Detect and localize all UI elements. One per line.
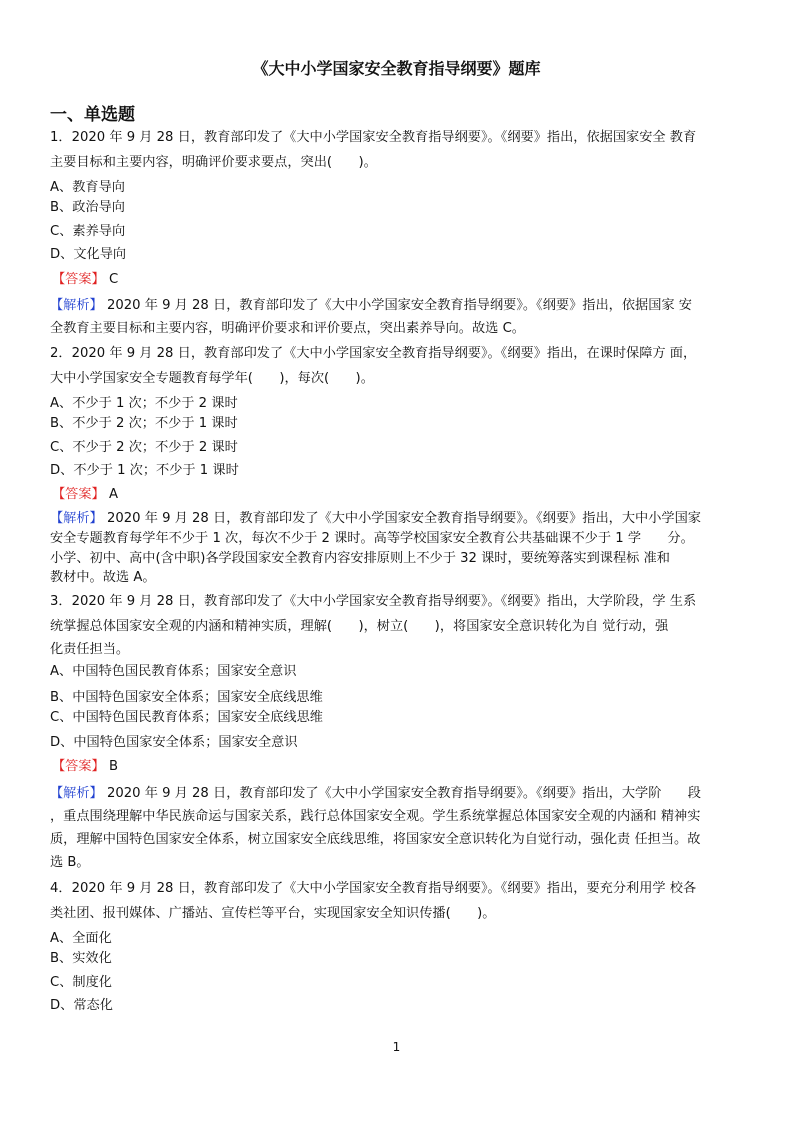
question-1-option-d: D、文化导向 — [50, 247, 127, 262]
question-2-explanation-line-1 — [50, 511, 750, 527]
question-2-explanation-line-2: 安全专题教育每学年不少于 1 次，每次不少于 2 课时。高等学校国家安全教育公共基础课不少于 1 学 分。 — [50, 531, 694, 546]
question-2-stem-line-1: 2．2020 年 9 月 28 日，教育部印发了《大中小学国家安全教育指导纲要》。《纲要》指出，在课时保障方 面， — [50, 346, 697, 361]
section-heading: 一、单选题 — [50, 105, 135, 125]
question-1-answer — [52, 272, 752, 288]
question-2-option-b: B、不少于 2 次；不少于 1 课时 — [50, 416, 238, 431]
question-3-option-b: B、中国特色国家安全体系；国家安全底线思维 — [50, 690, 323, 705]
question-3-explanation-line-4: 选 B。 — [50, 855, 90, 870]
question-3-option-a: A、中国特色国民教育体系；国家安全意识 — [50, 664, 297, 679]
question-4-option-c: C、制度化 — [50, 975, 112, 990]
question-1-option-c: C、素养导向 — [50, 224, 126, 239]
question-4-option-d: D、常态化 — [50, 998, 113, 1013]
question-2-explanation-line-4: 教材中。故选 A。 — [50, 570, 156, 585]
question-2-stem-line-2: 大中小学国家安全专题教育每学年( )，每次( )。 — [50, 371, 374, 386]
question-2-explanation-line-3: 小学、初中、高中(含中职)各学段国家安全教育内容安排原则上不少于 32 课时，要统筹落实到课程标 准和 — [50, 551, 670, 566]
explanation-tag: 【解析】 — [50, 786, 103, 801]
question-1-explanation-line-2: 全教育主要目标和主要内容，明确评价要求和评价要点，突出素养导向。故选 C。 — [50, 321, 525, 336]
question-4-stem-line-2: 类社团、报刊媒体、广播站、宣传栏等平台，实现国家安全知识传播( )。 — [50, 906, 496, 921]
question-4-option-b: B、实效化 — [50, 951, 112, 966]
explanation-text: 2020 年 9 月 28 日，教育部印发了《大中小学国家安全教育指导纲要》。《纲要》指出，依据国家 安 — [106, 298, 692, 313]
explanation-text: 2020 年 9 月 28 日，教育部印发了《大中小学国家安全教育指导纲要》。《纲要》指出，大学阶 段 — [106, 786, 701, 801]
question-3-answer — [52, 759, 752, 775]
question-3-stem-line-3: 化责任担当。 — [50, 642, 130, 657]
page-number: 1 — [392, 1040, 401, 1054]
question-1-option-b: B、政治导向 — [50, 200, 125, 215]
question-4-stem-line-1: 4．2020 年 9 月 28 日，教育部印发了《大中小学国家安全教育指导纲要》。《纲要》指出，要充分利用学 校各 — [50, 881, 697, 896]
question-3-explanation-line-3: 质，理解中国特色国家安全体系，树立国家安全底线思维，将国家安全意识转化为自觉行动，强化责 任担当。故 — [50, 832, 701, 847]
question-3-option-c: C、中国特色国民教育体系；国家安全底线思维 — [50, 710, 323, 725]
question-4-option-a: A、全面化 — [50, 931, 112, 946]
document-title: 《大中小学国家安全教育指导纲要》题库 — [252, 59, 541, 78]
explanation-tag: 【解析】 — [50, 298, 103, 313]
question-3-explanation-line-2: ，重点围绕理解中华民族命运与国家关系，践行总体国家安全观。学生系统掌握总体国家安全观的内涵和 精神实 — [50, 809, 701, 824]
question-3-explanation-line-1 — [50, 786, 750, 802]
answer-value: C — [108, 272, 119, 287]
question-2-option-a: A、不少于 1 次；不少于 2 课时 — [50, 396, 238, 411]
question-1-option-a: A、教育导向 — [50, 180, 125, 195]
question-3-stem-line-1: 3．2020 年 9 月 28 日，教育部印发了《大中小学国家安全教育指导纲要》。《纲要》指出，大学阶段，学 生系 — [50, 594, 697, 609]
question-1-stem-line-1: 1．2020 年 9 月 28 日，教育部印发了《大中小学国家安全教育指导纲要》。《纲要》指出，依据国家安全 教育 — [50, 130, 697, 145]
question-1-stem-line-2: 主要目标和主要内容，明确评价要求要点，突出( )。 — [50, 155, 377, 170]
answer-value: B — [108, 759, 119, 774]
answer-tag: 【答案】 — [52, 272, 105, 287]
question-1-explanation-line-1 — [50, 298, 750, 314]
question-3-option-d: D、中国特色国家安全体系；国家安全意识 — [50, 735, 298, 750]
question-2-option-c: C、不少于 2 次；不少于 2 课时 — [50, 440, 238, 455]
explanation-text: 2020 年 9 月 28 日，教育部印发了《大中小学国家安全教育指导纲要》。《纲要》指出，大中小学国家 — [106, 511, 701, 526]
question-2-answer — [52, 487, 752, 503]
question-2-option-d: D、不少于 1 次；不少于 1 课时 — [50, 463, 239, 478]
answer-tag: 【答案】 — [52, 759, 105, 774]
answer-value: A — [108, 487, 118, 502]
answer-tag: 【答案】 — [52, 487, 105, 502]
explanation-tag: 【解析】 — [50, 511, 103, 526]
question-3-stem-line-2: 统掌握总体国家安全观的内涵和精神实质，理解( )，树立( )，将国家安全意识转化为自 觉行动，强 — [50, 619, 669, 634]
